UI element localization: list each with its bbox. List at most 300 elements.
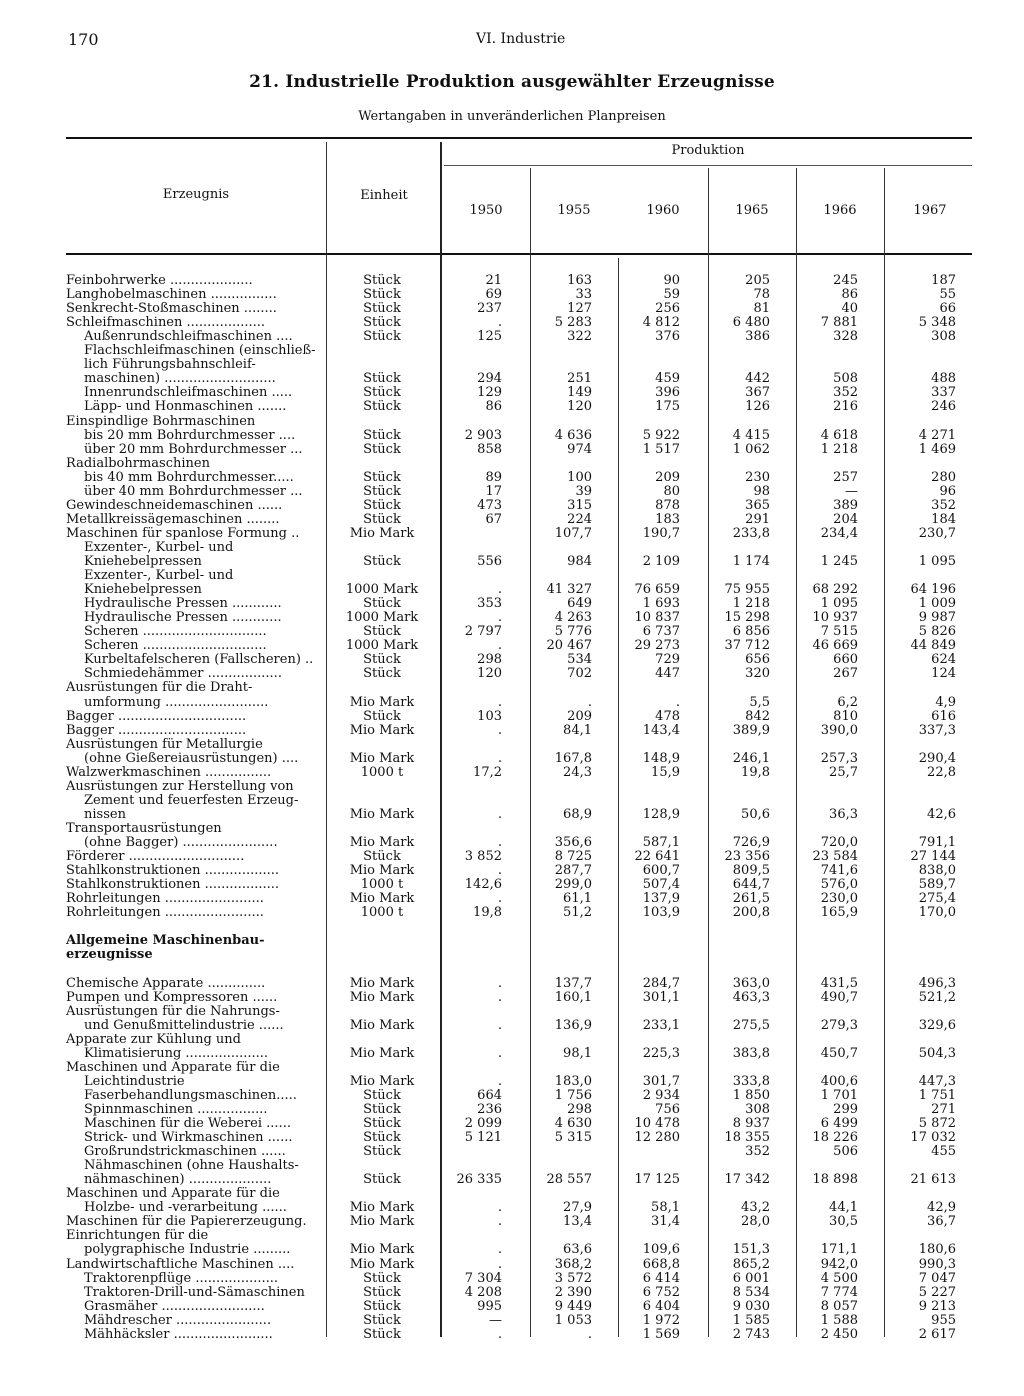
value-cell: 1 751	[918, 1087, 956, 1103]
value-cell: 1 701	[820, 1087, 858, 1103]
page-number: 170	[68, 30, 99, 49]
value-cell: 984	[567, 554, 592, 569]
value-cell: 1 588	[820, 1312, 858, 1328]
value-cell: 7 515	[820, 624, 858, 640]
row-unit: Stück	[363, 385, 401, 401]
value-cell: 275,5	[732, 1017, 770, 1033]
value-cell: 50,6	[741, 806, 770, 822]
value-cell: 171,1	[820, 1242, 858, 1258]
value-cell: .	[675, 694, 680, 710]
value-cell: 151,3	[732, 1242, 770, 1258]
value-cell: 1 218	[732, 596, 770, 612]
value-cell: 120	[567, 399, 592, 415]
value-cell: 8 725	[554, 849, 592, 865]
header-year-1955: 1955	[557, 203, 591, 218]
value-cell: .	[497, 750, 502, 766]
value-cell: 5 826	[918, 624, 956, 640]
row-label: Spinnmaschinen .................	[84, 1102, 268, 1117]
row-label: Hydraulische Pressen ............	[84, 611, 282, 626]
row-unit: Stück	[363, 849, 401, 865]
row-label: Traktorenpflüge ....................	[84, 1271, 279, 1286]
value-cell: 450,7	[820, 1045, 858, 1061]
row-unit: 1000 t	[360, 877, 404, 893]
value-cell: 1 517	[642, 441, 680, 457]
row-unit: Mio Mark	[349, 863, 415, 879]
row-label: über 20 mm Bohrdurchmesser ...	[84, 442, 303, 457]
value-cell: 2 109	[642, 554, 680, 569]
value-cell: 301,1	[642, 989, 680, 1005]
value-cell: 290,4	[918, 750, 956, 766]
row-unit: Mio Mark	[349, 1214, 415, 1230]
row-unit: Stück	[363, 1326, 401, 1342]
value-cell: 974	[567, 441, 592, 457]
value-cell: 20 467	[546, 638, 592, 654]
value-cell: 756	[655, 1101, 680, 1117]
value-cell: 67	[485, 511, 502, 527]
value-cell: .	[497, 1214, 502, 1230]
value-cell: 17 032	[910, 1130, 956, 1146]
value-cell: 363,0	[732, 975, 770, 991]
value-cell: 9 449	[554, 1298, 592, 1314]
value-cell: 124	[931, 666, 956, 682]
row-label: Transportausrüstungen	[66, 821, 222, 836]
section-heading: VI. Industrie	[476, 31, 566, 47]
value-cell: 175	[655, 399, 680, 415]
value-cell: 267	[833, 666, 858, 682]
value-cell: 4 636	[554, 427, 592, 443]
value-cell: 86	[841, 287, 858, 303]
row-label: Einrichtungen für die	[66, 1229, 209, 1244]
value-cell: 8 937	[732, 1116, 770, 1131]
row-label: Landwirtschaftliche Maschinen ....	[66, 1257, 295, 1272]
value-cell: 98,1	[563, 1045, 592, 1061]
row-label: nähmaschinen) ....................	[84, 1173, 272, 1188]
value-cell: 600,7	[642, 863, 680, 879]
value-cell: 257,3	[820, 750, 858, 766]
value-cell: 726,9	[732, 835, 770, 850]
row-unit: 1000 Mark	[345, 582, 419, 598]
value-cell: 556	[477, 554, 502, 569]
row-unit: Mio Mark	[349, 891, 415, 907]
value-cell: 496,3	[918, 975, 956, 991]
row-label: Außenrundschleifmaschinen ....	[84, 330, 293, 345]
row-unit: Stück	[363, 287, 401, 303]
value-cell: 5 922	[642, 427, 680, 443]
table-subtitle: Wertangaben in unveränderlichen Planpreisen	[358, 109, 666, 124]
value-cell: 447	[655, 666, 680, 682]
value-cell: 209	[567, 708, 592, 724]
value-cell: .	[497, 975, 502, 991]
value-cell: 148,9	[642, 750, 680, 766]
value-cell: 143,4	[642, 722, 680, 738]
value-cell: .	[497, 1200, 502, 1216]
value-cell: 668,8	[642, 1256, 680, 1272]
value-cell: 809,5	[732, 863, 770, 879]
row-unit: Mio Mark	[349, 1242, 415, 1258]
value-cell: 37 712	[724, 638, 770, 654]
value-cell: 308	[745, 1101, 770, 1117]
value-cell: 256	[655, 301, 680, 317]
row-label: Rohrleitungen ........................	[66, 892, 264, 907]
value-cell: 4 208	[464, 1284, 502, 1300]
value-cell: 17 125	[634, 1172, 680, 1188]
value-cell: 103	[477, 708, 502, 724]
row-label: Maschinen für die Weberei ......	[84, 1117, 291, 1131]
header-production: Produktion	[671, 143, 745, 158]
row-label: Traktoren-Drill-und-Sämaschinen	[84, 1285, 305, 1300]
row-unit: Stück	[363, 301, 401, 317]
row-label: Allgemeine Maschinenbau-	[66, 934, 265, 949]
value-cell: 322	[567, 329, 592, 345]
value-cell: 7 304	[464, 1270, 502, 1286]
value-cell: 337,3	[918, 722, 956, 738]
value-cell: 400,6	[820, 1073, 858, 1089]
value-cell: 18 898	[812, 1172, 858, 1188]
value-cell: 66	[939, 301, 956, 317]
row-label: Kurbeltafelscheren (Fallscheren) ..	[84, 653, 314, 668]
value-cell: 22,8	[927, 764, 956, 780]
value-cell: 190,7	[642, 525, 680, 541]
row-unit: Stück	[363, 624, 401, 640]
value-cell: 6 856	[732, 624, 770, 640]
value-cell: 15,9	[651, 764, 680, 780]
value-cell: 301,7	[642, 1073, 680, 1089]
value-cell: 280	[931, 469, 956, 485]
value-cell: 838,0	[918, 863, 956, 879]
row-label: Senkrecht-Stoßmaschinen ........	[66, 302, 277, 317]
value-cell: 2 617	[918, 1326, 956, 1342]
value-cell: 507,4	[642, 877, 680, 893]
value-cell: 233,1	[642, 1017, 680, 1033]
row-unit: Stück	[363, 1172, 401, 1188]
value-cell: 352	[931, 497, 956, 513]
value-cell: 8 057	[820, 1298, 858, 1314]
value-cell: 205	[745, 273, 770, 288]
value-cell: 271	[931, 1101, 956, 1117]
value-cell: 100	[567, 469, 592, 485]
value-cell: 6 404	[642, 1298, 680, 1314]
value-cell: 1 850	[732, 1087, 770, 1103]
row-label: Kniehebelpressen	[84, 583, 202, 598]
value-cell: 10 937	[812, 610, 858, 626]
value-cell: 89	[485, 469, 502, 485]
value-cell: 78	[753, 287, 770, 303]
value-cell: 1 693	[642, 596, 680, 612]
row-label: Ausrüstungen für Metallurgie	[66, 737, 263, 752]
value-cell: 616	[931, 708, 956, 724]
row-unit: Mio Mark	[349, 750, 415, 766]
value-cell: 810	[833, 708, 858, 724]
row-unit: Stück	[363, 469, 401, 485]
value-cell: 389,9	[732, 722, 770, 738]
value-cell: 5 227	[918, 1284, 956, 1300]
value-cell: 59	[663, 287, 680, 303]
row-label: nissen	[84, 807, 126, 822]
row-unit: Stück	[363, 666, 401, 682]
value-cell: 10 478	[634, 1116, 680, 1131]
value-cell: 30,5	[829, 1214, 858, 1230]
value-cell: 352	[745, 1144, 770, 1160]
value-cell: 142,6	[464, 877, 502, 893]
value-cell: 442	[745, 371, 770, 387]
value-cell: 2 390	[554, 1284, 592, 1300]
value-cell: 31,4	[651, 1214, 680, 1230]
row-label: Mähdrescher .......................	[84, 1313, 272, 1328]
value-cell: 664	[477, 1087, 502, 1103]
row-label: Langhobelmaschinen ................	[66, 288, 277, 303]
value-cell: 4 263	[554, 610, 592, 626]
row-label: Läpp- und Honmaschinen .......	[84, 400, 287, 415]
value-cell: 167,8	[554, 750, 592, 766]
row-label: Ausrüstungen zur Herstellung von	[66, 779, 294, 794]
row-label: Ausrüstungen für die Draht-	[66, 681, 253, 696]
value-cell: 68,9	[563, 806, 592, 822]
value-cell: .	[497, 863, 502, 879]
value-cell: 4 415	[732, 427, 770, 443]
value-cell: 287,7	[554, 863, 592, 879]
row-unit: Stück	[363, 596, 401, 612]
value-cell: .	[497, 315, 502, 331]
row-unit: Mio Mark	[349, 1017, 415, 1033]
value-cell: 6 752	[642, 1284, 680, 1300]
row-unit: Stück	[363, 1284, 401, 1300]
value-cell: 184	[931, 511, 956, 527]
row-unit: Mio Mark	[349, 1045, 415, 1061]
value-cell: 368,2	[554, 1256, 592, 1272]
row-unit: Stück	[363, 1116, 401, 1131]
value-cell: 163	[567, 273, 592, 288]
value-cell: 216	[833, 399, 858, 415]
row-unit: Stück	[363, 483, 401, 499]
row-unit: Mio Mark	[349, 1200, 415, 1216]
value-cell: 356,6	[554, 835, 592, 850]
value-cell: 431,5	[820, 975, 858, 991]
value-cell: 17 342	[724, 1172, 770, 1188]
value-cell: .	[497, 1326, 502, 1342]
value-cell: 237	[477, 301, 502, 317]
value-cell: 5 121	[464, 1130, 502, 1146]
row-unit: Stück	[363, 554, 401, 569]
value-cell: 160,1	[554, 989, 592, 1005]
value-cell: 842	[745, 708, 770, 724]
value-cell: 183	[655, 511, 680, 527]
row-label: bis 40 mm Bohrdurchmesser.....	[84, 470, 294, 485]
value-cell: 18 226	[812, 1130, 858, 1146]
value-cell: 107,7	[554, 525, 592, 541]
value-cell: .	[587, 694, 592, 710]
value-cell: 534	[567, 652, 592, 668]
value-cell: 720,0	[820, 835, 858, 850]
value-cell: 75 955	[724, 582, 770, 598]
row-label: Faserbehandlungsmaschinen.....	[84, 1088, 297, 1103]
value-cell: 224	[567, 511, 592, 527]
value-cell: .	[497, 1256, 502, 1272]
row-label: Schleifmaschinen ...................	[66, 316, 266, 331]
value-cell: 136,9	[554, 1017, 592, 1033]
value-cell: 19,8	[473, 905, 502, 921]
row-label: Maschinen und Apparate für die	[66, 1060, 280, 1075]
row-unit: Mio Mark	[349, 1073, 415, 1089]
row-label: Schmiedehämmer ..................	[84, 667, 282, 682]
value-cell: 4 630	[554, 1116, 592, 1131]
value-cell: 165,9	[820, 905, 858, 921]
value-cell: 126	[745, 399, 770, 415]
row-label: Nähmaschinen (ohne Haushalts-	[84, 1159, 299, 1174]
row-unit: Mio Mark	[349, 1256, 415, 1272]
value-cell: .	[497, 722, 502, 738]
value-cell: 236	[477, 1101, 502, 1117]
value-cell: 367	[745, 385, 770, 401]
value-cell: 488	[931, 371, 956, 387]
value-cell: 29 273	[634, 638, 680, 654]
value-cell: 39	[575, 483, 592, 499]
value-cell: 23 356	[724, 849, 770, 865]
value-cell: 76 659	[634, 582, 680, 598]
row-unit: Stück	[363, 1130, 401, 1146]
row-unit: Mio Mark	[349, 975, 415, 991]
row-label: Flachschleifmaschinen (einschließ-	[84, 344, 316, 359]
value-cell: .	[497, 835, 502, 850]
row-label: Feinbohrwerke ....................	[66, 274, 253, 288]
value-cell: 878	[655, 497, 680, 513]
value-cell: 204	[833, 511, 858, 527]
value-cell: 353	[477, 596, 502, 612]
value-cell: 5 348	[918, 315, 956, 331]
row-label: Förderer ............................	[66, 850, 245, 865]
value-cell: 27,9	[563, 1200, 592, 1216]
value-cell: 279,3	[820, 1017, 858, 1033]
value-cell: —	[489, 1312, 502, 1328]
value-cell: 6 414	[642, 1270, 680, 1286]
value-cell: 98	[753, 483, 770, 499]
value-cell: 320	[745, 666, 770, 682]
value-cell: 791,1	[918, 835, 956, 850]
value-cell: 865,2	[732, 1256, 770, 1272]
value-cell: 230	[745, 469, 770, 485]
value-cell: 955	[931, 1312, 956, 1328]
value-cell: 1 062	[732, 441, 770, 457]
value-cell: 5 315	[554, 1130, 592, 1146]
value-cell: 18 355	[724, 1130, 770, 1146]
row-label: Radialbohrmaschinen	[66, 456, 210, 471]
value-cell: 2 099	[464, 1116, 502, 1131]
value-cell: .	[497, 1017, 502, 1033]
header-product: Erzeugnis	[162, 187, 230, 202]
value-cell: 80	[663, 483, 680, 499]
value-cell: 28,0	[741, 1214, 770, 1230]
value-cell: 17,2	[473, 764, 502, 780]
value-cell: 990,3	[918, 1256, 956, 1272]
value-cell: 508	[833, 371, 858, 387]
row-unit: Mio Mark	[349, 806, 415, 822]
value-cell: 5 283	[554, 315, 592, 331]
value-cell: 22 641	[634, 849, 680, 865]
value-cell: 137,9	[642, 891, 680, 907]
value-cell: 6 480	[732, 315, 770, 331]
value-cell: .	[497, 989, 502, 1005]
value-cell: 386	[745, 329, 770, 345]
row-unit: Stück	[363, 371, 401, 387]
value-cell: .	[587, 1326, 592, 1342]
value-cell: 1 585	[732, 1312, 770, 1328]
value-cell: .	[497, 1045, 502, 1061]
value-cell: .	[497, 610, 502, 626]
row-label: Klimatisierung ....................	[84, 1046, 269, 1061]
value-cell: 2 450	[820, 1326, 858, 1342]
value-cell: 9 213	[918, 1298, 956, 1314]
value-cell: 230,0	[820, 891, 858, 907]
value-cell: .	[497, 638, 502, 654]
value-cell: 294	[477, 371, 502, 387]
row-unit: 1000 Mark	[345, 610, 419, 626]
row-label: Holzbe- und -verarbeitung ......	[84, 1201, 287, 1216]
row-label: Mähhäcksler ........................	[84, 1327, 273, 1342]
value-cell: 7 774	[820, 1284, 858, 1300]
value-cell: 68 292	[812, 582, 858, 598]
row-label: Hydraulische Pressen ............	[84, 597, 282, 612]
value-cell: 729	[655, 652, 680, 668]
row-label: umformung .........................	[84, 695, 269, 710]
value-cell: 69	[485, 287, 502, 303]
value-cell: 1 174	[732, 554, 770, 569]
row-unit: Stück	[363, 399, 401, 415]
value-cell: 328	[833, 329, 858, 345]
row-unit: 1000 t	[360, 905, 404, 921]
value-cell: 521,2	[918, 989, 956, 1005]
row-unit: Stück	[363, 708, 401, 724]
value-cell: 656	[745, 652, 770, 668]
value-cell: .	[497, 1242, 502, 1258]
row-unit: Mio Mark	[349, 835, 415, 850]
row-label: Walzwerkmaschinen ................	[66, 765, 272, 780]
value-cell: 299	[833, 1101, 858, 1117]
row-label: (ohne Bagger) .......................	[84, 836, 278, 850]
value-cell: 58,1	[651, 1200, 680, 1216]
value-cell: 4 500	[820, 1270, 858, 1286]
row-label: Maschinen für die Papiererzeugung.	[66, 1215, 307, 1230]
value-cell: 1 469	[918, 441, 956, 457]
value-cell: 64 196	[910, 582, 956, 598]
value-cell: 455	[931, 1144, 956, 1160]
header-year-1965: 1965	[735, 203, 769, 218]
value-cell: 46 669	[812, 638, 858, 654]
value-cell: 4 618	[820, 427, 858, 443]
row-unit: 1000 Mark	[345, 638, 419, 654]
value-cell: 649	[567, 596, 592, 612]
row-unit: Stück	[363, 1087, 401, 1103]
value-cell: 17	[485, 483, 502, 499]
value-cell: 86	[485, 399, 502, 415]
value-cell: 6 737	[642, 624, 680, 640]
value-cell: 447,3	[918, 1073, 956, 1089]
value-cell: 1 053	[554, 1312, 592, 1328]
value-cell: 246,1	[732, 750, 770, 766]
value-cell: 230,7	[918, 525, 956, 541]
value-cell: 383,8	[732, 1045, 770, 1061]
value-cell: 233,8	[732, 525, 770, 541]
value-cell: 245	[833, 273, 858, 288]
row-label: Chemische Apparate ..............	[66, 976, 266, 991]
row-label: Scheren ..............................	[84, 625, 267, 640]
value-cell: 26 335	[456, 1172, 502, 1188]
value-cell: 291	[745, 511, 770, 527]
value-cell: 2 743	[732, 1326, 770, 1342]
value-cell: .	[497, 1073, 502, 1089]
value-cell: 365	[745, 497, 770, 513]
value-cell: 298	[477, 652, 502, 668]
value-cell: 109,6	[642, 1242, 680, 1258]
row-label: Leichtindustrie	[84, 1074, 185, 1089]
